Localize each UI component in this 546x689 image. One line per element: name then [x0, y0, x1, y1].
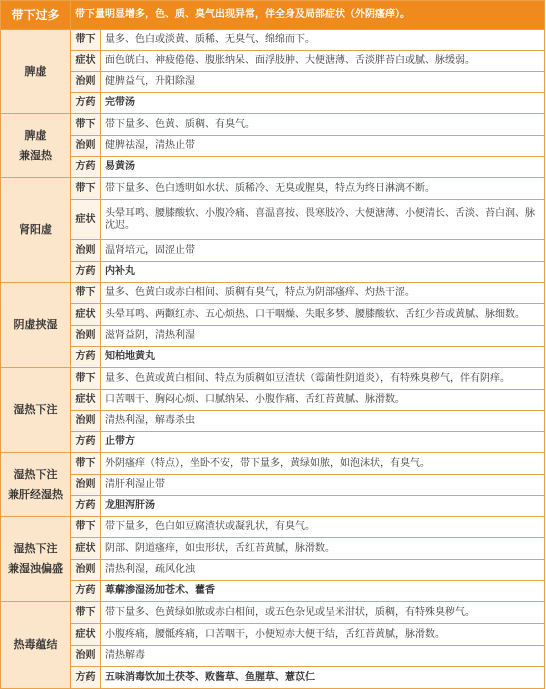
- syndrome-name-line: 阴虚挟湿: [13, 318, 58, 331]
- row-label: 症状: [71, 200, 101, 240]
- table-row: [1, 240, 545, 262]
- syndrome-name-line: 湿热下注: [13, 542, 58, 555]
- header-description: 带下量明显增多，色、质、臭气出现异常，伴全身及局部症状（外阴瘙痒）。: [71, 1, 545, 30]
- row-value: 龙胆泻肝汤: [101, 496, 545, 517]
- syndrome-name: [1, 114, 71, 178]
- table-row: [1, 624, 545, 646]
- row-value: 阴部、阴道瘙痒，如虫形状，舌红苔黄腻，脉滑数。: [101, 538, 545, 560]
- row-label: 方药: [71, 496, 101, 517]
- syndrome-name-line: 肾阳虚: [19, 223, 52, 236]
- row-value: 带下量多、色白透明如水状、质稀冷、无臭或腥臭，特点为终日淋漓不断。: [101, 178, 545, 200]
- table-row: [1, 114, 545, 136]
- row-label: 方药: [71, 667, 101, 689]
- table-row: [1, 602, 545, 624]
- row-value: 健脾祛湿，清热止带: [101, 136, 545, 157]
- row-label: 方药: [71, 157, 101, 178]
- row-value: 知柏地黄丸: [101, 347, 545, 368]
- table-row: [1, 560, 545, 581]
- row-value: 内补丸: [101, 262, 545, 283]
- row-label: 治则: [71, 411, 101, 432]
- row-label: 治则: [71, 475, 101, 496]
- row-label: 症状: [71, 51, 101, 72]
- syndrome-name: [1, 30, 71, 114]
- table-row: [1, 72, 545, 93]
- row-label: 症状: [71, 304, 101, 326]
- row-label: 带下: [71, 114, 101, 136]
- row-value: 清热利湿，疏风化浊: [101, 560, 545, 581]
- row-label: 症状: [71, 538, 101, 560]
- table-row: [1, 453, 545, 475]
- row-value: 口苦咽干、胸闷心烦、口腻纳呆、小腹作痛、舌红苔黄腻、脉滑数。: [101, 390, 545, 411]
- row-value: 清热解毒: [101, 646, 545, 667]
- table-row: [1, 667, 545, 689]
- row-label: 治则: [71, 240, 101, 262]
- row-label: 带下: [71, 368, 101, 390]
- syndrome-name-line: 热毒蕴结: [13, 638, 58, 651]
- table-row: [1, 304, 545, 326]
- table-row: [1, 178, 545, 200]
- row-value: 萆薢渗湿汤加苍术、藿香: [101, 581, 545, 602]
- row-value: 带下量多，色白如豆腐渣状或凝乳状，有臭气。: [101, 517, 545, 538]
- row-label: 治则: [71, 72, 101, 93]
- row-label: 带下: [71, 517, 101, 538]
- row-value: 温肾培元，固涩止带: [101, 240, 545, 262]
- syndrome-name: [1, 453, 71, 517]
- row-value: 完带汤: [101, 93, 545, 114]
- row-label: 治则: [71, 136, 101, 157]
- syndrome-name-line: 湿热下注: [13, 403, 58, 416]
- table-row: [1, 538, 545, 560]
- syndrome-name-line: 脾虚: [24, 64, 47, 78]
- row-label: 方药: [71, 581, 101, 602]
- syndrome-name-line: 湿热下注: [13, 467, 58, 481]
- table-row: [1, 136, 545, 157]
- row-value: 头晕耳鸣、腰膝酸软、小腹冷痛、喜温喜按、畏寒肢冷、大便溏薄、小便清长、舌淡、苔白润、脉沈迟。: [101, 200, 545, 240]
- row-label: 带下: [71, 30, 101, 51]
- row-label: 方药: [71, 432, 101, 453]
- table-row: [1, 517, 545, 538]
- table-row: [1, 347, 545, 368]
- table-row: [1, 368, 545, 390]
- syndrome-name: [1, 602, 71, 689]
- syndrome-table-body: [1, 1, 545, 689]
- table-row: [1, 326, 545, 347]
- row-value: 量多、色白或淡黄、质稀、无臭气、绵绵而下。: [101, 30, 545, 51]
- syndrome-name-line: 兼湿浊偏盛: [8, 562, 63, 575]
- table-row: [1, 411, 545, 432]
- table-row: [1, 646, 545, 667]
- syndrome-name: [1, 368, 71, 453]
- row-label: 方药: [71, 262, 101, 283]
- row-value: 量多、色黄或黄白相间、特点为质稠如豆渣状（霉菌性阴道炎），有特殊臭秽气，伴有阴痒。: [101, 368, 545, 390]
- row-label: 带下: [71, 453, 101, 475]
- row-value: 带下量多、色黄、质稠、有臭气。: [101, 114, 545, 136]
- header-title: 带下过多: [1, 1, 71, 30]
- row-value: 止带方: [101, 432, 545, 453]
- syndrome-name: [1, 178, 71, 283]
- row-label: 症状: [71, 624, 101, 646]
- row-value: 五味消毒饮加土茯苓、败酱草、鱼腥草、薏苡仁: [101, 667, 545, 689]
- row-label: 带下: [71, 283, 101, 304]
- table-row: [1, 51, 545, 72]
- table-row: [1, 30, 545, 51]
- row-value: 面色㿠白、神疲倦倦、腹胀纳呆、面浮肢肿、大便溏薄、舌淡胖苔白或腻、脉缓弱。: [101, 51, 545, 72]
- row-value: 外阴瘙痒（特点），坐卧不安，带下量多，黄绿如脓，如泡沫状，有臭气。: [101, 453, 545, 475]
- table-row: [1, 496, 545, 517]
- row-value: 健脾益气，升阳除湿: [101, 72, 545, 93]
- table-row: [1, 200, 545, 240]
- row-value: 易黄汤: [101, 157, 545, 178]
- table-header-row: [1, 1, 545, 30]
- row-label: 方药: [71, 93, 101, 114]
- row-value: 带下量多、色黄绿如脓或赤白相间，或五色杂见或呈米泔状，质稠，有特殊臭秽气。: [101, 602, 545, 624]
- row-value: 量多、色黄白或赤白相间、质稠有臭气，特点为阴部瘙痒、灼热干涩。: [101, 283, 545, 304]
- row-value: 清肝利湿止带: [101, 475, 545, 496]
- syndrome-name-line: 兼湿热: [19, 148, 52, 162]
- row-label: 症状: [71, 390, 101, 411]
- table-row: [1, 390, 545, 411]
- row-value: 清热利湿，解毒杀虫: [101, 411, 545, 432]
- row-label: 带下: [71, 602, 101, 624]
- row-value: 滋肾益阴，清热利湿: [101, 326, 545, 347]
- row-label: 治则: [71, 326, 101, 347]
- table-row: [1, 262, 545, 283]
- row-label: 治则: [71, 646, 101, 667]
- table-row: [1, 475, 545, 496]
- table-row: [1, 283, 545, 304]
- row-label: 治则: [71, 560, 101, 581]
- table-row: [1, 157, 545, 178]
- table-row: [1, 93, 545, 114]
- row-value: 小腹疼痛，腰骶疼痛，口苦咽干，小便短赤大便干结，舌红苔黄腻，脉滑数。: [101, 624, 545, 646]
- row-label: 带下: [71, 178, 101, 200]
- syndrome-name: [1, 517, 71, 602]
- syndrome-name: [1, 283, 71, 368]
- row-label: 方药: [71, 347, 101, 368]
- row-value: 头晕耳鸣、两颧红赤、五心烦热、口干咽燥、失眠多梦、腰膝酸软、舌红少苔或黄腻、脉细数。: [101, 304, 545, 326]
- table-row: [1, 432, 545, 453]
- syndrome-name-line: 脾虚: [24, 128, 47, 142]
- syndrome-name-line: 兼肝经湿热: [8, 487, 63, 501]
- table-row: [1, 581, 545, 602]
